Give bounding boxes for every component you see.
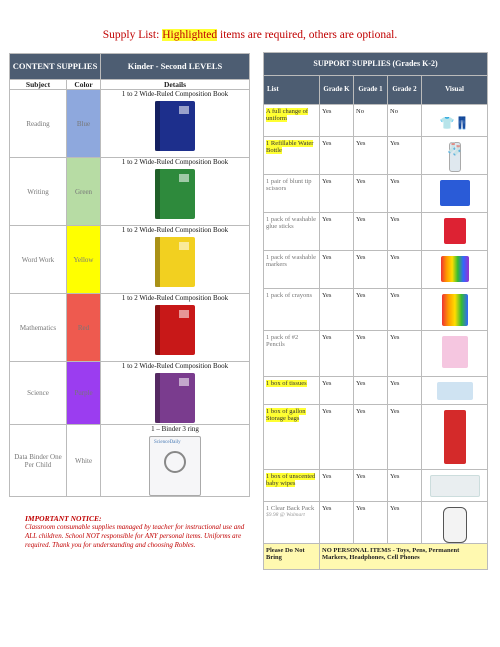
table-row <box>264 289 488 331</box>
important-notice <box>25 514 253 550</box>
item-text: 1 box of tissues <box>266 380 307 387</box>
grade-2-col-header: Grade 2 <box>388 76 422 105</box>
visual-cell <box>422 331 488 377</box>
markers-icon <box>441 256 469 282</box>
grade-k-cell: Yes <box>320 377 354 405</box>
table-row <box>264 105 488 137</box>
item-cell <box>264 251 320 289</box>
tissues-icon <box>437 382 473 400</box>
subject-cell: Writing <box>10 158 67 226</box>
grade-2-cell: Yes <box>388 502 422 544</box>
item-cell <box>264 175 320 213</box>
detail-cell <box>101 226 250 294</box>
detail-text: 1 to 2 Wide-Ruled Composition Book <box>121 90 229 98</box>
support-supplies-header: SUPPORT SUPPLIES (Grades K-2) <box>264 53 488 76</box>
color-swatch: Yellow <box>67 226 101 294</box>
color-swatch: Blue <box>67 90 101 158</box>
item-text: 1 Refillable Water Bottle <box>266 140 314 154</box>
visual-cell <box>422 213 488 251</box>
composition-book-icon <box>155 305 195 355</box>
grade-1-cell: Yes <box>354 289 388 331</box>
grade-k-cell: Yes <box>320 502 354 544</box>
item-text: 1 pack of washable markers <box>266 254 316 268</box>
scissors-icon <box>440 180 470 206</box>
content-row <box>10 425 250 497</box>
subject-cell: Word Work <box>10 226 67 294</box>
title-suffix: items are required, others are optional. <box>217 29 398 41</box>
content-row <box>10 158 250 226</box>
item-text: 1 pack of washable glue sticks <box>266 216 316 230</box>
visual-cell <box>422 377 488 405</box>
item-cell <box>264 331 320 377</box>
table-row <box>264 405 488 470</box>
visual-cell <box>422 251 488 289</box>
grade-k-cell: Yes <box>320 213 354 251</box>
title-highlighted: Highlighted <box>162 29 218 41</box>
grade-2-cell: Yes <box>388 289 422 331</box>
table-row <box>264 502 488 544</box>
grade-2-cell: No <box>388 105 422 137</box>
table-row <box>264 377 488 405</box>
grade-1-cell: Yes <box>354 175 388 213</box>
grade-2-cell: Yes <box>388 377 422 405</box>
grade-1-cell: Yes <box>354 470 388 502</box>
color-col-header: Color <box>67 80 101 90</box>
detail-cell <box>101 425 250 497</box>
grade-2-cell: Yes <box>388 251 422 289</box>
visual-cell <box>422 502 488 544</box>
do-not-bring-text: NO PERSONAL ITEMS - Toys, Pens, Permanent Markers, Headphones, Cell Phones <box>320 544 488 570</box>
item-text: 1 pack of #2 Pencils <box>266 334 299 348</box>
table-row <box>264 175 488 213</box>
grade-2-cell: Yes <box>388 137 422 175</box>
grade-1-cell: Yes <box>354 213 388 251</box>
table-row <box>264 470 488 502</box>
title-prefix: Supply List: <box>102 29 163 41</box>
grade-1-cell: Yes <box>354 502 388 544</box>
item-text: 1 box of gallon Storage bags <box>266 408 306 422</box>
composition-book-icon <box>155 101 195 151</box>
binder-brand: ScienceDaily <box>154 440 181 445</box>
grade-k-cell: Yes <box>320 470 354 502</box>
visual-cell <box>422 105 488 156</box>
visual-cell <box>422 289 488 331</box>
item-cell <box>264 137 320 175</box>
binder-icon <box>149 436 201 496</box>
item-cell <box>264 289 320 331</box>
grade-k-cell: Yes <box>320 331 354 377</box>
item-cell <box>264 405 320 470</box>
grade-1-col-header: Grade 1 <box>354 76 388 105</box>
grade-1-cell: Yes <box>354 331 388 377</box>
grade-2-cell: Yes <box>388 331 422 377</box>
list-col-header: List <box>264 76 320 105</box>
visual-cell <box>422 470 488 502</box>
content-supplies-header: CONTENT SUPPLIES <box>10 54 101 80</box>
color-swatch: Green <box>67 158 101 226</box>
composition-book-icon <box>155 237 195 287</box>
grade-2-cell: Yes <box>388 405 422 470</box>
composition-book-icon <box>155 373 195 423</box>
price-text: $9.98 @ Walmart <box>266 512 305 518</box>
item-text: 1 Clear Back Pack <box>266 505 315 512</box>
content-row <box>10 294 250 362</box>
notice-body: Classroom consumable supplies managed by teacher for instructional use and ALL children. School NOT responsible for ANY personal items. Uniforms are required. Thank you for understanding and choosing Robles. <box>25 523 245 549</box>
content-row <box>10 362 250 425</box>
grade-k-cell: Yes <box>320 289 354 331</box>
backpack-icon <box>443 507 467 543</box>
content-row <box>10 90 250 158</box>
details-col-header: Details <box>101 80 250 90</box>
table-row <box>264 251 488 289</box>
detail-cell <box>101 294 250 362</box>
grade-1-cell: No <box>354 105 388 137</box>
glue-icon <box>444 218 466 244</box>
detail-cell <box>101 158 250 226</box>
item-cell <box>264 377 320 405</box>
item-text: A full change of uniform <box>266 108 309 122</box>
item-text: 1 pack of crayons <box>266 292 313 299</box>
composition-book-icon <box>155 169 195 219</box>
grade-k-cell: Yes <box>320 105 354 137</box>
grade-2-cell: Yes <box>388 213 422 251</box>
grade-k-cell: Yes <box>320 137 354 175</box>
do-not-bring-row <box>264 544 488 570</box>
item-cell <box>264 213 320 251</box>
detail-text: 1 to 2 Wide-Ruled Composition Book <box>121 362 229 370</box>
pencils-icon <box>442 336 468 368</box>
grade-2-cell: Yes <box>388 175 422 213</box>
grade-k-cell: Yes <box>320 405 354 470</box>
grade-2-cell: Yes <box>388 470 422 502</box>
detail-text: 1 to 2 Wide-Ruled Composition Book <box>121 294 229 302</box>
clothes-icon: 👕👖🧦 <box>439 116 470 156</box>
visual-cell <box>422 405 488 470</box>
bags-icon <box>444 410 466 464</box>
subject-cell: Science <box>10 362 67 425</box>
grade-k-col-header: Grade K <box>320 76 354 105</box>
color-swatch: Red <box>67 294 101 362</box>
grade-1-cell: Yes <box>354 251 388 289</box>
subject-cell: Reading <box>10 90 67 158</box>
subject-cell: Data Binder One Per Child <box>10 425 67 497</box>
table-row <box>264 331 488 377</box>
table-row <box>264 213 488 251</box>
grade-1-cell: Yes <box>354 377 388 405</box>
detail-text: 1 – Binder 3 ring <box>151 425 199 433</box>
visual-col-header: Visual <box>422 76 488 105</box>
page-title <box>0 29 500 41</box>
subject-col-header: Subject <box>10 80 67 90</box>
grade-1-cell: Yes <box>354 137 388 175</box>
detail-text: 1 to 2 Wide-Ruled Composition Book <box>121 226 229 234</box>
support-supplies-table <box>263 52 488 570</box>
crayons-icon <box>442 294 468 326</box>
color-swatch: White <box>67 425 101 497</box>
grade-k-cell: Yes <box>320 175 354 213</box>
color-swatch: Purple <box>67 362 101 425</box>
item-cell <box>264 105 320 137</box>
levels-header: Kinder - Second LEVELS <box>101 54 250 80</box>
subject-cell: Mathematics <box>10 294 67 362</box>
item-text: 1 box of unscented baby wipes <box>266 473 316 487</box>
grade-k-cell: Yes <box>320 251 354 289</box>
detail-cell <box>101 90 250 158</box>
visual-cell <box>422 175 488 213</box>
item-cell <box>264 502 320 544</box>
do-not-bring-label: Please Do Not Bring <box>264 544 320 570</box>
detail-cell <box>101 362 250 425</box>
content-supplies-table <box>9 53 250 497</box>
notice-heading: IMPORTANT NOTICE: <box>25 514 102 523</box>
grade-1-cell: Yes <box>354 405 388 470</box>
wipes-icon <box>430 475 480 497</box>
item-cell <box>264 470 320 502</box>
item-text: 1 pair of blunt tip scissors <box>266 178 312 192</box>
content-row <box>10 226 250 294</box>
detail-text: 1 to 2 Wide-Ruled Composition Book <box>121 158 229 166</box>
